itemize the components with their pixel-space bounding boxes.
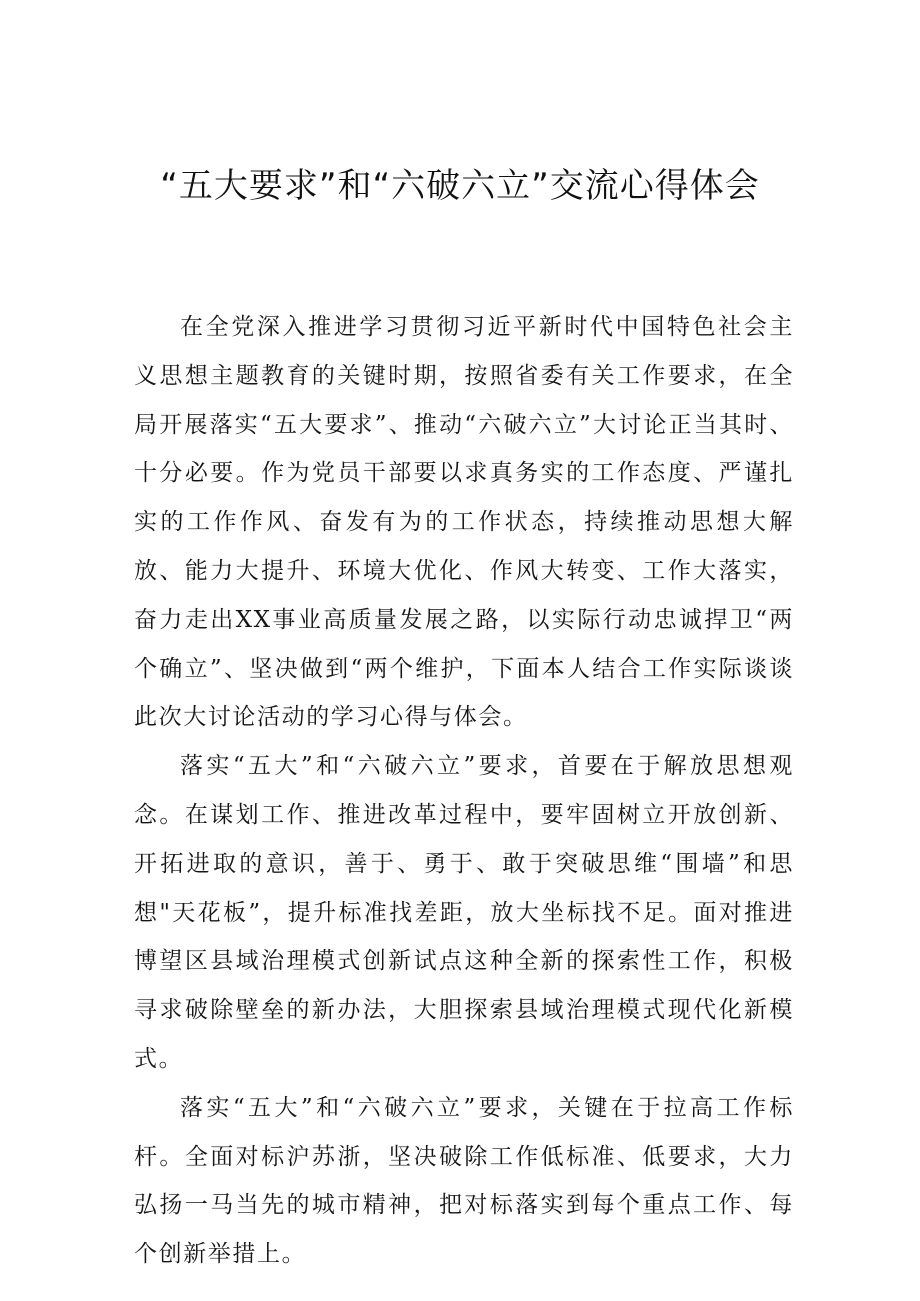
document-body [134,303,794,1279]
paragraph-liberate-thinking: 落实“五大”和“六破六立”要求，首要在于解放思想观念。在谋划工作、推进改革过程中，要牢固树立开放创新、开拓进取的意识，善于、勇于、敢于突破思维“围墙”和思想"天花板”，提升标准找差距，放大坐标找不足。面对推进博望区县域治理模式创新试点这种全新的探索性工作，积极寻求破除壁垒的新办法，大胆探索县域治理模式现代化新模式。 [134,753,794,1072]
document-title: “五大要求”和“六破六立”交流心得体会 [160,166,760,206]
paragraph-intro: 在全党深入推进学习贯彻习近平新时代中国特色社会主义思想主题教育的关键时期，按照省委有关工作要求，在全局开展落实“五大要求”、推动“六破六立”大讨论正当其时、十分必要。作为党员干部要以求真务实的工作态度、严谨扎实的工作作风、奋发有为的工作状态，持续推动思想大解放、能力大提升、环境大优化、作风大转变、工作大落实，奋力走出XX事业高质量发展之路，以实际行动忠诚捍卫“两个确立”、坚决做到“两个维护，下面本人结合工作实际谈谈此次大讨论活动的学习心得与体会。 [134,314,794,731]
paragraph-raise-standards: 落实“五大”和“六破六立”要求，关键在于拉高工作标杆。全面对标沪苏浙，坚决破除工作低标准、低要求，大力弘扬一马当先的城市精神，把对标落实到每个重点工作、每个创新举措上。 [134,1094,794,1268]
